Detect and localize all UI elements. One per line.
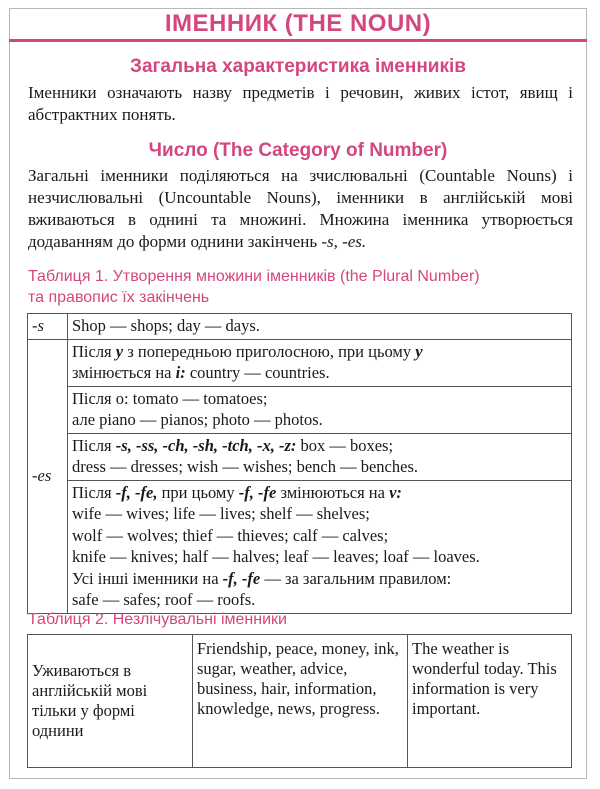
row-f-line2: wife — wives; life — lives; shelf — shelves; <box>72 504 370 523</box>
label-es: -es <box>28 339 68 613</box>
table-row <box>28 386 572 433</box>
number-paragraph-text: Загальні іменники поділяються на зчислювальні (Countable Nouns) і незчислювальні (Uncountable Nouns), іменники в англійській мові вживаються в однині та множині. Множина іменника утворюється додаванням до форми однини закінчень <box>28 166 573 251</box>
row-y-letter: y <box>115 341 124 361</box>
row-y-letter2: y <box>415 341 423 361</box>
row-sibil-ex1: box — boxes; <box>300 435 394 455</box>
table-row <box>28 480 572 613</box>
row-f-cell <box>68 480 572 613</box>
row-f-line6: safe — safes; roof — roofs. <box>72 590 256 609</box>
row-o-line2: але piano — pianos; photo — photos. <box>72 410 323 429</box>
uncountable-examples-cell: The weather is wonderful today. This information is very important. <box>408 635 572 768</box>
row-f-line3: wolf — wolves; thief — thieves; calf — calves; <box>72 525 389 545</box>
row-f-endings: -f, -fe, <box>115 482 158 502</box>
table-row <box>28 635 572 768</box>
row-y-mid: з попередньою приголосною, при цьому <box>127 341 412 361</box>
row-f-changes: змінюються на <box>280 482 385 502</box>
row-f-line5-pre: Усі інші іменники на <box>72 568 219 588</box>
page-title: ІМЕННИК (THE NOUN) <box>9 8 587 42</box>
row-y-letter3: i: <box>175 363 186 382</box>
row-f-pre: Після <box>72 482 112 502</box>
number-paragraph-endings: -s, -es. <box>321 232 367 251</box>
row-f-line4: knife — knives; half — halves; leaf — leaves; loaf — loaves. <box>72 547 480 566</box>
table-row <box>28 339 572 386</box>
table1-caption-line1: Таблиця 1. Утворення множини іменників (the Plural Number) <box>28 268 480 285</box>
row-sibilant-cell <box>68 433 572 480</box>
table1-caption-line2: та правопис їх закінчень <box>28 289 210 306</box>
row-o-cell <box>68 386 572 433</box>
row-f-line5-post: — за загальним правилом: <box>264 568 452 588</box>
section-heading-number: Число (The Category of Number) <box>148 140 448 161</box>
row-sibil-endings: -s, -ss, -ch, -sh, -tch, -x, -z: <box>115 435 297 455</box>
row-f-mid: при цьому <box>161 482 235 502</box>
plural-table <box>27 313 572 614</box>
row-y-cell <box>68 339 572 386</box>
uncountable-table <box>27 634 572 768</box>
uncountable-words-cell: Friendship, peace, money, ink, sugar, weather, advice, business, hair, information, knowledge, news, progress. <box>193 635 408 768</box>
general-paragraph: Іменники означають назву предметів і речовин, живих істот, явищ і абстрактних понять. <box>28 83 573 124</box>
row-f-endings2: -f, -fe <box>238 482 277 502</box>
table1-caption <box>28 266 573 308</box>
row-f-line5 <box>72 568 567 590</box>
row-sibil-line2: dress — dresses; wish — wishes; bench — benches. <box>72 457 418 476</box>
table-row <box>28 433 572 480</box>
row-y-pre: Після <box>72 341 112 361</box>
number-paragraph <box>28 165 573 253</box>
row-f-letter: v: <box>389 482 402 502</box>
row-sibil-pre: Після <box>72 435 112 455</box>
row-s-text: Shop — shops; day — days. <box>68 314 572 340</box>
row-o-line1: Після о: tomato — tomatoes; <box>72 388 268 408</box>
label-s: -s <box>28 314 68 340</box>
table2-caption: Таблиця 2. Незлічувальні іменники <box>28 611 287 628</box>
section-heading-general: Загальна характеристика іменників <box>130 56 466 77</box>
row-f-line5-end: -f, -fe <box>222 568 261 588</box>
row-y-changes: змінюється на <box>72 363 172 382</box>
row-y-example: country — countries. <box>189 363 330 382</box>
table-row <box>28 314 572 340</box>
uncountable-usage-cell: Уживаються в англійській мові тільки у формі однини <box>28 635 193 768</box>
